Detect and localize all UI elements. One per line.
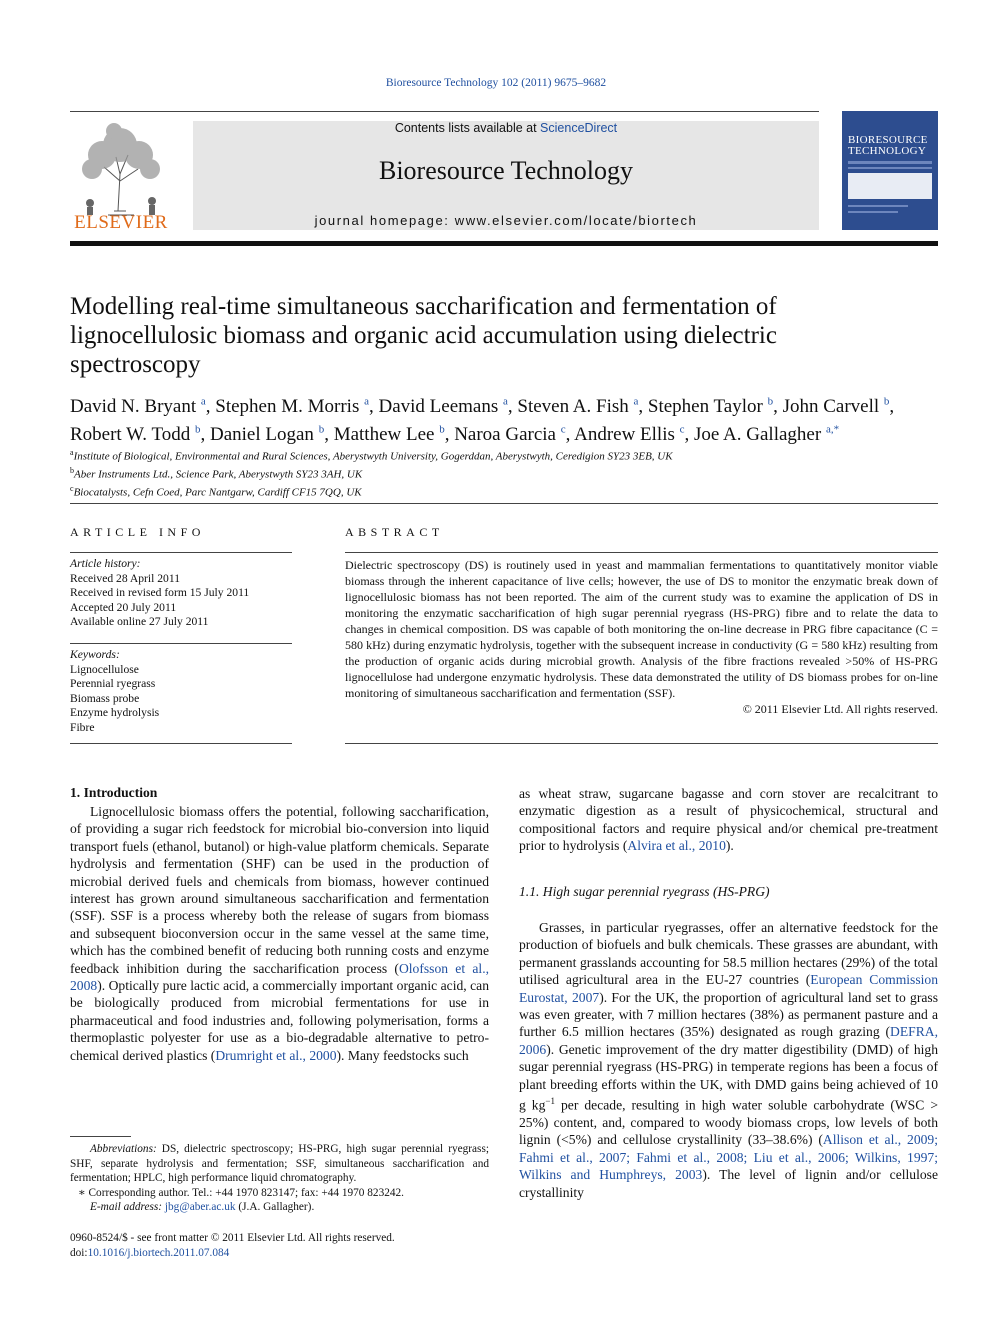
doi-prefix: doi: [70, 1246, 88, 1259]
corr-text: Corresponding author. Tel.: +44 1970 823147; fax: +44 1970 823242. [85, 1186, 404, 1199]
citation-link[interactable]: European Commission Eurostat, 2007 [519, 972, 938, 1005]
affiliation [70, 482, 938, 500]
journal-cover-image [842, 111, 938, 230]
author-affiliation-mark[interactable]: a,* [825, 423, 840, 436]
history-item: Received 28 April 2011 [70, 571, 181, 585]
author-affiliation-mark[interactable]: c [560, 423, 566, 436]
text: per decade, resulting in high water soluble carbohydrate (WSC > 25%) content, and, compared to woody biomass crops, low levels of both lignin (<5%) and cellulose crystallinity (33–38.6%) ( [519, 1097, 938, 1148]
cover-title-line2: TECHNOLOGY [848, 145, 927, 157]
author-affiliation-mark[interactable]: a [633, 396, 639, 408]
abstract-rule [345, 552, 938, 553]
keyword-item: Lignocellulose [70, 662, 139, 676]
author [574, 424, 694, 445]
abstract-copyright: © 2011 Elsevier Ltd. All rights reserved. [742, 702, 938, 716]
affiliation-text: Aber Instruments Ltd., Science Park, Aberystwyth SY23 3AH, UK [74, 468, 363, 481]
subsection-paragraph [519, 919, 938, 1201]
author-separator: , [889, 396, 895, 418]
journal-name: Bioresource Technology [378, 156, 634, 185]
footnotes [70, 1142, 489, 1215]
affiliation-mark: b [70, 466, 74, 476]
text: ). Genetic improvement of the dry matter digestibility (DMD) of high sugar perennial ryegrass (HS-PRG) in temperate regions has been a focus of plant breeding efforts within the UK, with DMD gains being achieved of 10 g kg [519, 1041, 938, 1113]
doi-line [70, 1246, 489, 1261]
history-list [70, 572, 292, 630]
text: ). Many feedstocks such [336, 1047, 469, 1063]
issn-line: 0960-8524/$ - see front matter © 2011 Elsevier Ltd. All rights reserved. [70, 1232, 395, 1244]
affiliation [70, 464, 938, 482]
contents-line [193, 121, 819, 135]
author [70, 396, 215, 417]
history-item: Accepted 20 July 2011 [70, 600, 177, 614]
star-mark: ∗ [78, 1186, 86, 1199]
abstract-text [345, 557, 938, 717]
article-info-end-rule [70, 743, 292, 744]
email-link[interactable]: jbg@aber.ac.uk [164, 1201, 236, 1213]
keywords-label: Keywords: [70, 648, 120, 661]
author-separator: , [444, 423, 455, 445]
author-affiliation-mark[interactable]: b [767, 396, 774, 408]
author-name: David Leemans [378, 396, 499, 418]
author-affiliation-mark[interactable]: b [883, 396, 890, 408]
author [215, 396, 378, 417]
text: ). [725, 838, 734, 854]
citation-link[interactable]: DEFRA, 2006 [519, 1024, 938, 1057]
author-separator: , [638, 396, 648, 418]
abbreviations-footnote [70, 1142, 489, 1186]
intro-paragraph-1 [70, 803, 489, 1064]
front-matter-rule [70, 503, 938, 504]
author-affiliation-mark[interactable]: a [503, 396, 508, 408]
keywords [70, 648, 292, 735]
affiliation-text: Biocatalysts, Cefn Coed, Parc Nantgarw, Cardiff CF15 7QQ, UK [73, 486, 362, 499]
author [334, 424, 455, 445]
text: as wheat straw, sugarcane bagasse and corn stover are recalcitrant to enzymatic digestion as a result of physicochemical, structural and compositional factors and require physical and/or chemical pre-treatment prior to hydrolysis ( [519, 786, 938, 854]
author-name: Matthew Lee [333, 423, 435, 445]
author [70, 424, 210, 445]
author [694, 424, 839, 445]
abbr-label: Abbreviations: [90, 1143, 157, 1155]
affiliation [70, 446, 938, 464]
citation-link[interactable]: Alvira et al., 2010 [627, 838, 726, 854]
keyword-item: Perennial ryegrass [70, 677, 156, 690]
keyword-item: Biomass probe [70, 691, 140, 705]
corresponding-author-footnote [70, 1186, 489, 1201]
author-affiliation-mark[interactable]: a [200, 396, 206, 408]
author-separator: , [205, 396, 216, 418]
journal-homepage[interactable]: journal homepage: www.elsevier.com/locate/biortech [314, 213, 698, 228]
author [210, 424, 334, 445]
keyword-item: Fibre [70, 720, 95, 734]
affiliations [70, 446, 938, 500]
citation-link[interactable]: Allison et al., 2009; Fahmi et al., 2007; Fahmi et al., 2008; Liu et al., 2006; Wilkins, 1997; Wilkins and Humphreys, 2003 [519, 1132, 939, 1183]
author-separator: , [507, 396, 518, 418]
cover-graphic [842, 111, 938, 230]
author-affiliation-mark[interactable]: b [439, 423, 445, 436]
superscript: −1 [545, 1096, 555, 1107]
author-name: Steven A. Fish [517, 396, 629, 418]
author-separator: , [368, 396, 379, 418]
text: Grasses, in particular ryegrasses, offer an alternative feedstock for the production of biofuels and bulk chemicals. These grasses are abundant, with permanent grasslands accounting for 58.5 million hectares (29%) of the total utilised agricultural area in the EU-27 countries ( [519, 920, 938, 988]
author-separator: , [565, 423, 575, 445]
author [378, 396, 517, 417]
author-separator: , [200, 423, 210, 445]
abbr-text: DS, dielectric spectroscopy; HS-PRG, high sugar perennial ryegrass; SHF, separate hydrolysis and fermentation; SSF, simultaneous saccharification and fermentation; HPLC, high performance liquid chromatography. [70, 1143, 489, 1184]
email-label: E-mail address: [90, 1201, 163, 1213]
text: ). The level of lignin and/or cellulose crystallinity [519, 1167, 938, 1200]
author-name: Stephen M. Morris [215, 396, 360, 418]
author [648, 396, 783, 417]
author-list [70, 391, 938, 446]
keyword-item: Enzyme hydrolysis [70, 706, 160, 719]
author [783, 396, 895, 417]
elsevier-wordmark: ELSEVIER [74, 212, 168, 233]
intro-paragraph-continued [519, 785, 938, 855]
author-name: Andrew Ellis [574, 423, 675, 445]
citation-link[interactable]: Olofsson et al., 2008 [70, 960, 489, 994]
affiliation-mark: a [70, 448, 74, 457]
abstract-heading: ABSTRACT [345, 525, 444, 539]
author-affiliation-mark[interactable]: b [195, 423, 201, 436]
abstract-body: Dielectric spectroscopy (DS) is routinely used in yeast and mammalian fermentations to quantitatively monitor viable biomass through the inherent capacitance of live cells; however, the use of DS to monitor the enzymatic break down of lignocellulosic biomass has not been reported. The aim of the current study was to examine the application of DS in monitoring the enzymatic saccharification of high sugar perennial ryegrass (HS-PRG) fibre and to relate the data to changes in chemical composition. DS was capable of both monitoring the on-line decrease in PRG fibre capacitance (C = 580 kHz) during enzymatic hydrolysis, together with the subsequent increase in conductivity (G = 580 kHz) resulting from the production of organic acids during microbial growth. Analysis of the fibre fractions revealed >50% of HS-PRG lignocellulose had undergone enzymatic hydrolysis. These data demonstrated the utility of DS biomass probes for on-line monitoring of simultaneous saccharification and fermentation (SSF). [345, 558, 938, 700]
contents-prefix: Contents lists available at [394, 121, 541, 135]
article-info-heading: ARTICLE INFO [70, 525, 205, 539]
journal-citation[interactable]: Bioresource Technology 102 (2011) 9675–9682 [385, 77, 607, 89]
email-footnote [70, 1200, 489, 1215]
author [517, 396, 648, 417]
keyword-list [70, 663, 292, 736]
author-name: David N. Bryant [70, 396, 197, 418]
history-item: Available online 27 July 2011 [70, 615, 209, 628]
article-info-rule [70, 552, 292, 553]
author-name: Stephen Taylor [647, 396, 763, 418]
citation-link[interactable]: Drumright et al., 2000 [215, 1047, 337, 1063]
subsection-heading: 1.1. High sugar perennial ryegrass (HS-PRG) [519, 884, 770, 899]
author [454, 424, 574, 445]
author-name: Daniel Logan [210, 423, 314, 445]
doi-link[interactable]: 10.1016/j.biortech.2011.07.084 [87, 1246, 230, 1259]
article-history [70, 557, 292, 630]
author-separator: , [324, 423, 334, 445]
header-thick-rule [70, 241, 938, 246]
author-affiliation-mark[interactable]: c [679, 423, 685, 436]
email-suffix: (J.A. Gallagher). [235, 1201, 315, 1213]
keywords-rule [70, 643, 292, 644]
author-name: Robert W. Todd [70, 423, 191, 445]
footnote-rule [70, 1136, 131, 1137]
affiliation-mark: c [70, 484, 74, 494]
cover-title-line1: BIORESOURCE [848, 134, 928, 146]
page-bottom-info [70, 1231, 489, 1260]
history-item: Received in revised form 15 July 2011 [70, 586, 250, 599]
author-separator: , [684, 423, 695, 445]
author-affiliation-mark[interactable]: b [318, 423, 325, 436]
section-heading-introduction: 1. Introduction [70, 785, 158, 800]
text: ). Optically pure lactic acid, a commercially important organic acid, can be biologically produced from microbial fermentations for use in pharmaceutical and food industries and, following polymerisation, forms a thermoplastic polyester for use as a bio-degradable alternative to petro-chemical derived plastics ( [70, 978, 489, 1063]
text: Lignocellulosic biomass offers the potential, following saccharification, of providing a sugar rich feedstock for microbial bio-conversion into liquid transport fuels (ethanol, butanol) or high-value platform chemicals. Separate hydrolysis and fermentation (SHF) can be used in the production of microbial derived fuels and chemicals from biomass, however continued interest has grown around simultaneous saccharification and fermentation (SSF). SSF is a process whereby both the release of sugars from biomass and subsequent bioconversion occur in the same vessel at the same time, which has the combined benefit of reducing both running costs and enzyme feedback inhibition during the saccharification process ( [70, 804, 489, 976]
header-rule [70, 111, 819, 112]
author-name: John Carvell [782, 396, 880, 418]
author-affiliation-mark[interactable]: a [364, 396, 369, 408]
sciencedirect-link[interactable]: ScienceDirect [540, 121, 618, 135]
text: ). For the UK, the proportion of agricultural land set to grass was even greater, with 7 million hectares (38%) as permanent pasture and a further 6.5 million hectares (35%) designated as rough grazing ( [519, 989, 938, 1040]
author-separator: , [773, 396, 783, 418]
author-name: Joe A. Gallagher [694, 423, 822, 445]
history-label: Article history: [70, 557, 141, 570]
abstract-end-rule [345, 743, 938, 744]
article-title: Modelling real-time simultaneous saccharification and fermentation of lignocellulosic biomass and organic acid accumulation using dielectric spectroscopy [70, 293, 777, 378]
author-name: Naroa Garcia [454, 423, 556, 445]
affiliation-text: Institute of Biological, Environmental and Rural Sciences, Aberystwyth University, Gogerddan, Aberystwyth, Ceredigion SY23 3EB, UK [73, 450, 673, 463]
